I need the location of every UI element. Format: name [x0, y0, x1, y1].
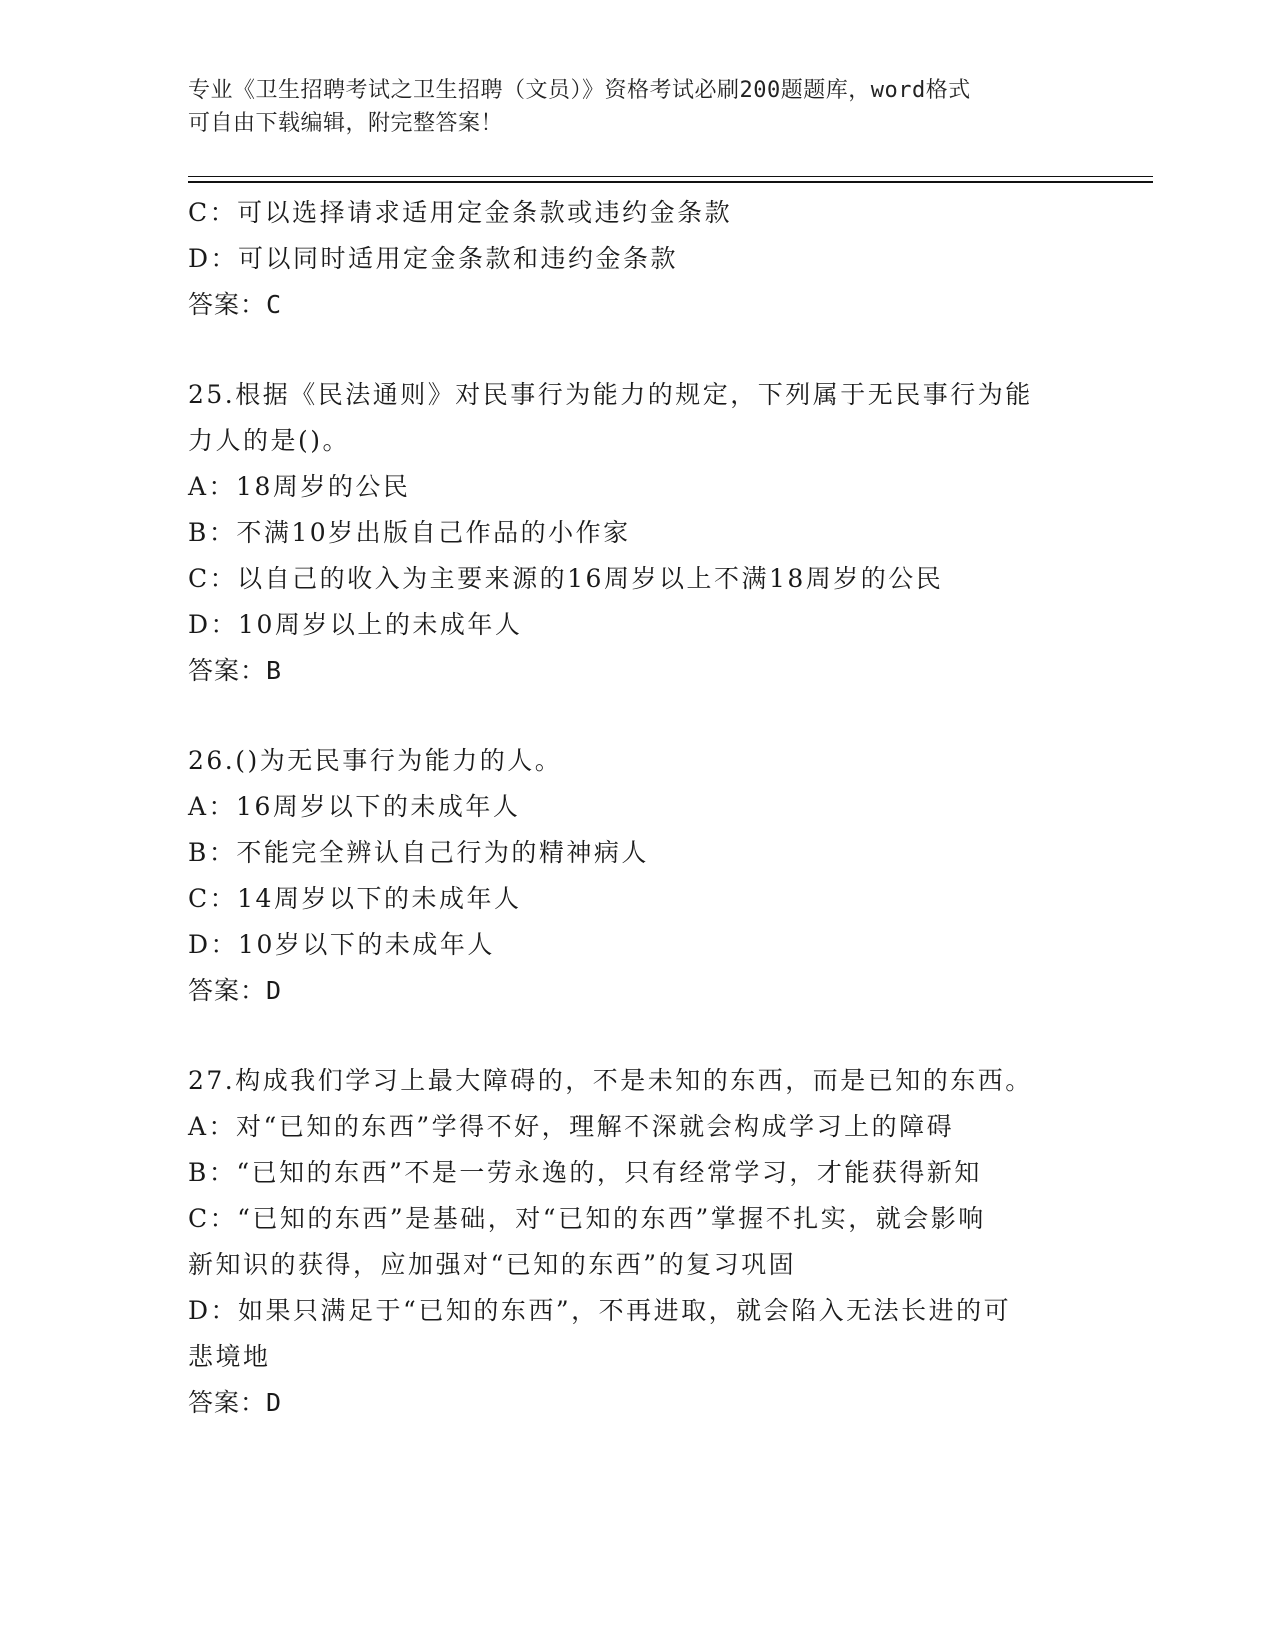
answer-line: 答案：D — [188, 976, 283, 1005]
question-stem: 25.根据《民法通则》对民事行为能力的规定，下列属于无民事行为能 — [188, 380, 1033, 409]
spacer — [188, 694, 1088, 738]
question-block-26 — [188, 738, 1088, 1014]
question-block-27 — [188, 1058, 1088, 1426]
option-c-continued: 新知识的获得，应加强对“已知的东西”的复习巩固 — [188, 1250, 797, 1279]
question-stem: 27.构成我们学习上最大障碍的，不是未知的东西，而是已知的东西。 — [188, 1066, 1033, 1095]
question-list — [188, 190, 1088, 1426]
option-a: A：18周岁的公民 — [188, 472, 411, 501]
option-d: D：10岁以下的未成年人 — [188, 930, 495, 959]
option-d: D：可以同时适用定金条款和违约金条款 — [188, 244, 679, 273]
question-block-prev — [188, 190, 1088, 328]
document-header — [188, 74, 1088, 140]
option-b: B：“已知的东西”不是一劳永逸的，只有经常学习，才能获得新知 — [188, 1158, 982, 1187]
answer-line: 答案：B — [188, 656, 283, 685]
option-c: C：“已知的东西”是基础，对“已知的东西”掌握不扎实，就会影响 — [188, 1204, 986, 1233]
spacer — [188, 1014, 1088, 1058]
answer-line: 答案：D — [188, 1388, 283, 1417]
answer-line: 答案：C — [188, 290, 283, 319]
option-d-continued: 悲境地 — [188, 1342, 271, 1371]
option-b: B：不能完全辨认自己行为的精神病人 — [188, 838, 649, 867]
option-a: A：16周岁以下的未成年人 — [188, 792, 521, 821]
option-b: B：不满10岁出版自己作品的小作家 — [188, 518, 631, 547]
header-divider-thin — [188, 176, 1153, 177]
question-block-25 — [188, 372, 1088, 694]
question-stem: 力人的是()。 — [188, 426, 351, 455]
header-divider-thick — [188, 181, 1153, 183]
option-d: D：如果只满足于“已知的东西”，不再进取，就会陷入无法长进的可 — [188, 1296, 1012, 1325]
header-title-line: 专业《卫生招聘考试之卫生招聘（文员）》资格考试必刷200题题库，word格式 — [188, 78, 971, 103]
option-c: C：以自己的收入为主要来源的16周岁以上不满18周岁的公民 — [188, 564, 944, 593]
option-a: A：对“已知的东西”学得不好，理解不深就会构成学习上的障碍 — [188, 1112, 955, 1141]
option-d: D：10周岁以上的未成年人 — [188, 610, 523, 639]
question-stem: 26.()为无民事行为能力的人。 — [188, 746, 563, 775]
header-subtitle-line: 可自由下载编辑，附完整答案！ — [188, 111, 504, 136]
option-c: C：可以选择请求适用定金条款或违约金条款 — [188, 198, 733, 227]
option-c: C：14周岁以下的未成年人 — [188, 884, 522, 913]
spacer — [188, 328, 1088, 372]
